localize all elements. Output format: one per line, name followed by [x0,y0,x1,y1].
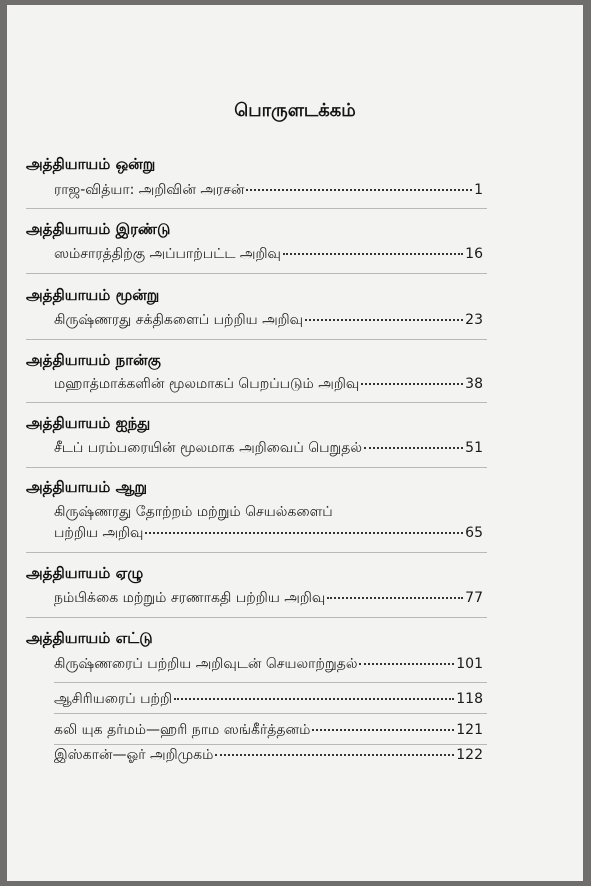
chapter-heading-8: அத்தியாயம் எட்டு [26,629,153,647]
section-divider [26,273,487,274]
toc-page-number: 1 [474,182,483,198]
toc-entry-title: கலி யுக தர்மம்—ஹரி நாம ஸங்கீர்த்தனம் [54,722,311,738]
toc-entry-5[interactable] [54,440,483,458]
toc-entry-title: ராஜ-வித்யா: அறிவின் அரசன் [54,182,245,198]
toc-page-number: 38 [465,376,483,392]
toc-entry-iskcon-intro[interactable] [54,747,483,765]
section-divider [54,744,487,745]
chapter-heading-5: அத்தியாயம் ஐந்து [26,414,151,432]
page-title: பொருளடக்கம் [234,100,356,121]
toc-page-number: 101 [456,656,483,672]
section-divider [26,552,487,553]
toc-page-number: 16 [465,246,483,262]
dot-leader [361,383,463,385]
dot-leader [174,698,454,700]
toc-page-number: 122 [456,747,483,763]
chapter-heading-1: அத்தியாயம் ஒன்று [26,155,156,173]
toc-entry-6[interactable] [54,525,483,543]
toc-entry-about-author[interactable] [54,691,483,709]
toc-entry-8[interactable] [54,656,483,674]
book-page [7,5,583,881]
toc-page-number: 121 [456,722,483,738]
section-divider [26,617,487,618]
dot-leader [312,729,454,731]
dot-leader [283,253,463,255]
toc-entry-kali-yuga-dharma[interactable] [54,722,483,740]
chapter-heading-4: அத்தியாயம் நான்கு [26,351,161,369]
toc-entry-title: நம்பிக்கை மற்றும் சரணாகதி பற்றிய அறிவு [54,590,326,606]
toc-entry-2[interactable] [54,246,483,264]
toc-entry-title: சீடப் பரம்பரையின் மூலமாக அறிவைப் பெறுதல் [54,440,362,456]
dot-leader [215,754,454,756]
toc-entry-7[interactable] [54,590,483,608]
section-divider [26,402,487,403]
toc-entry-title: மஹாத்மாக்களின் மூலமாகப் பெறப்படும் அறிவு [54,376,360,392]
chapter-heading-2: அத்தியாயம் இரண்டு [26,220,171,238]
section-divider [26,467,487,468]
toc-entry-4[interactable] [54,376,483,394]
toc-entry-title: கிருஷ்ணரைப் பற்றிய அறிவுடன் செயலாற்றுதல் [54,656,358,672]
section-divider [26,339,487,340]
dot-leader [305,319,463,321]
section-divider [26,208,487,209]
toc-entry-title: இஸ்கான்—ஓர் அறிமுகம் [54,747,214,763]
toc-page-number: 77 [465,590,483,606]
toc-page-number: 51 [465,440,483,456]
toc-entry-title: ஸம்சாரத்திற்கு அப்பாற்பட்ட அறிவு [54,246,281,262]
toc-entry-title: கிருஷ்ணரது சக்திகளைப் பற்றிய அறிவு [54,312,304,328]
section-divider [54,713,487,714]
dot-leader [145,532,463,534]
chapter-heading-6: அத்தியாயம் ஆறு [26,478,148,496]
toc-page-number: 118 [456,691,483,707]
dot-leader [364,447,463,449]
toc-page-number: 23 [465,312,483,328]
chapter-heading-7: அத்தியாயம் ஏழு [26,564,144,582]
toc-entry-6-line1[interactable]: கிருஷ்ணரது தோற்றம் மற்றும் செயல்களைப் [54,504,333,520]
toc-entry-1[interactable] [54,182,483,200]
section-divider [54,682,487,683]
dot-leader [246,189,472,191]
toc-entry-title: ஆசிரியரைப் பற்றி [54,691,173,707]
chapter-heading-3: அத்தியாயம் மூன்று [26,286,160,304]
toc-entry-title: பற்றிய அறிவு [54,525,144,541]
toc-entry-3[interactable] [54,312,483,330]
dot-leader [327,597,463,599]
dot-leader [359,663,454,665]
toc-page-number: 65 [465,525,483,541]
